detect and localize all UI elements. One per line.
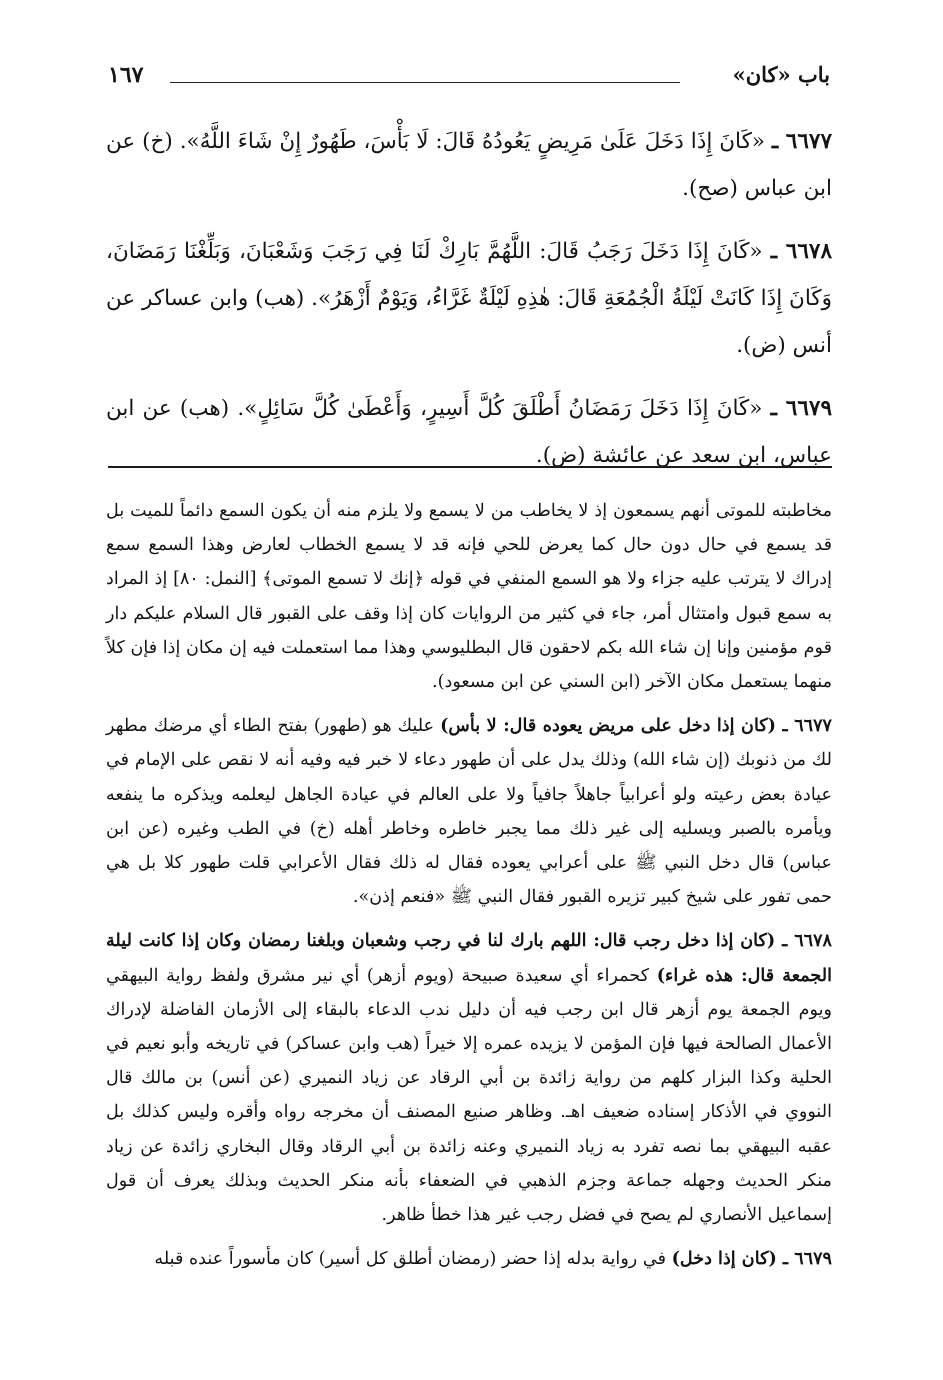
- hadith-number: ٦٦٧٧ ـ: [771, 129, 832, 154]
- hadith-text: «كَانَ إِذَا دَخَلَ رَمَضَانُ أَطْلَقَ كُلَّ أَسِيرٍ، وَأَعْطَىٰ كُلَّ سَائِلٍ». (هب) عن ابن عباس، ابن سعد عن عائشة (ض).: [106, 396, 832, 468]
- chapter-title: باب «كان»: [732, 62, 830, 87]
- commentary-text: عليك هو (طهور) بفتح الطاء أي مرضك مطهر لك من ذنوبك (إن شاء الله) وذلك يدل على أن طهور دعاء لا خبر فيه وفيه أنه لا نقص على الإمام في عيادة بعض رعيته ولو أعرابياً جاهلاً جافياً ولا على العالم في عيادة الجاهل ليعلمه ويذكره ما ينفعه ويأمره بالصبر ويسليه إلى غير ذلك مما يجبر خاطره وخاطر أهله (خ) في الطب وغيره (عن ابن عباس) قال دخل النبي ﷺ على أعرابي يعوده فقال له ذلك فقال الأعرابي قلت طهور كلا بل هي حمى تفور على شيخ كبير تزيره القبور فقال النبي ﷺ «فنعم إذن».: [106, 716, 832, 908]
- hadith-entry: [106, 228, 832, 369]
- hadith-text: «كَانَ إِذَا دَخَلَ رَجَبُ قَالَ: اللَّهُمَّ بَارِكْ لَنَا فِي رَجَبَ وَشَعْبَانَ، وَبَلِّغْنَا رَمَضَانَ، وَكَانَ إِذَا كَانَتْ لَيْلَةُ الْجُمُعَةِ قَالَ: هٰذِهِ لَيْلَةٌ غَرَّاءُ، وَيَوْمٌ أَزْهَرُ». (هب) وابن عساكر عن أنس (ض).: [106, 239, 832, 358]
- hadith-entry: [106, 385, 832, 479]
- hadith-text-block: [106, 118, 832, 495]
- hadith-number: ٦٦٧٨ ـ: [770, 239, 832, 264]
- commentary-lead: ٦٦٧٨ ـ (كان إذا دخل رجب قال: اللهم بارك لنا في رجب وشعبان وبلغنا رمضان وكان إذا كانت ليلة الجمعة قال: هذه غراء): [106, 930, 832, 986]
- header-rule: [170, 82, 680, 83]
- commentary-text: في رواية بدله إذا حضر (رمضان أطلق كل أسير) كان مأسوراً عنده قبله: [154, 1249, 672, 1270]
- commentary-paragraph: [106, 1242, 832, 1276]
- footnote-separator: [108, 466, 832, 468]
- commentary-paragraph: [106, 924, 832, 1232]
- commentary-paragraph: [106, 709, 832, 914]
- hadith-text: «كَانَ إِذَا دَخَلَ عَلَىٰ مَرِيضٍ يَعُودُهُ قَالَ: لَا بَأْسَ، طَهُورٌ إِنْ شَاءَ اللَّهُ». (خ) عن ابن عباس (صح).: [106, 129, 832, 201]
- running-header: [108, 60, 830, 96]
- commentary-paragraph: [106, 494, 832, 699]
- commentary-text: مخاطبته للموتى أنهم يسمعون إذ لا يخاطب من لا يسمع ولا يلزم منه أن يكون السمع دائماً للميت بل قد يسمع في حال دون حال كما يعرض للحي فإنه قد لا يسمع الخطاب لعارض وهذا السمع سمع إدراك لا يترتب عليه جزاء ولا هو السمع المنفي في قوله ﴿إنك لا تسمع الموتى﴾ [النمل: ٨٠] إذ المراد به سمع قبول وامتثال أمر، جاء في كثير من الروايات كان إذا وقف على القبور قال السلام عليكم دار قوم مؤمنين وإنا إن شاء الله بكم لاحقون قال البطليوسي وهذا مما استعملت فيه إن مكان إذا فإن كلاً منهما يستعمل مكان الآخر (ابن السني عن ابن مسعود).: [106, 501, 832, 693]
- commentary-lead: ٦٦٧٩ ـ (كان إذا دخل): [671, 1248, 832, 1270]
- page-number: ١٦٧: [108, 62, 144, 88]
- commentary-text: كحمراء أي سعيدة صبيحة (ويوم أزهر) أي نير مشرق ولفظ رواية البيهقي ويوم الجمعة يوم أزهر قال ابن رجب فيه أن دليل ندب الدعاء بالبقاء إلى الأزمان الفاضلة لإدراك الأعمال الصالحة فيها فإن المؤمن لا يزيده عمره إلا خيراً (هب وابن عساكر) في تاريخه وأبو نعيم في الحلية وكذا البزار كلهم من رواية زائدة بن أبي الرقاد عن زياد النميري (عن أنس) بن مالك قال النووي في الأذكار إسناده ضعيف اهـ. وظاهر صنيع المصنف أن مخرجه رواه وأقره وليس كذلك بل عقبه البيهقي بما نصه تفرد به زياد النميري وعنه زائدة بن أبي الرقاد وقال البخاري زائدة عن زياد منكر الحديث وجهله جماعة وجزم الذهبي في الضعفاء بأنه منكر الحديث وبذلك يعرف أن قول إسماعيل الأنصاري لم يصح في فضل رجب غير هذا خطأ ظاهر.: [106, 965, 832, 1226]
- commentary-lead: ٦٦٧٧ ـ (كان إذا دخل على مريض يعوده قال: لا بأس): [440, 715, 832, 737]
- hadith-entry: [106, 118, 832, 212]
- hadith-number: ٦٦٧٩ ـ: [770, 396, 832, 421]
- commentary-block: [106, 494, 832, 1286]
